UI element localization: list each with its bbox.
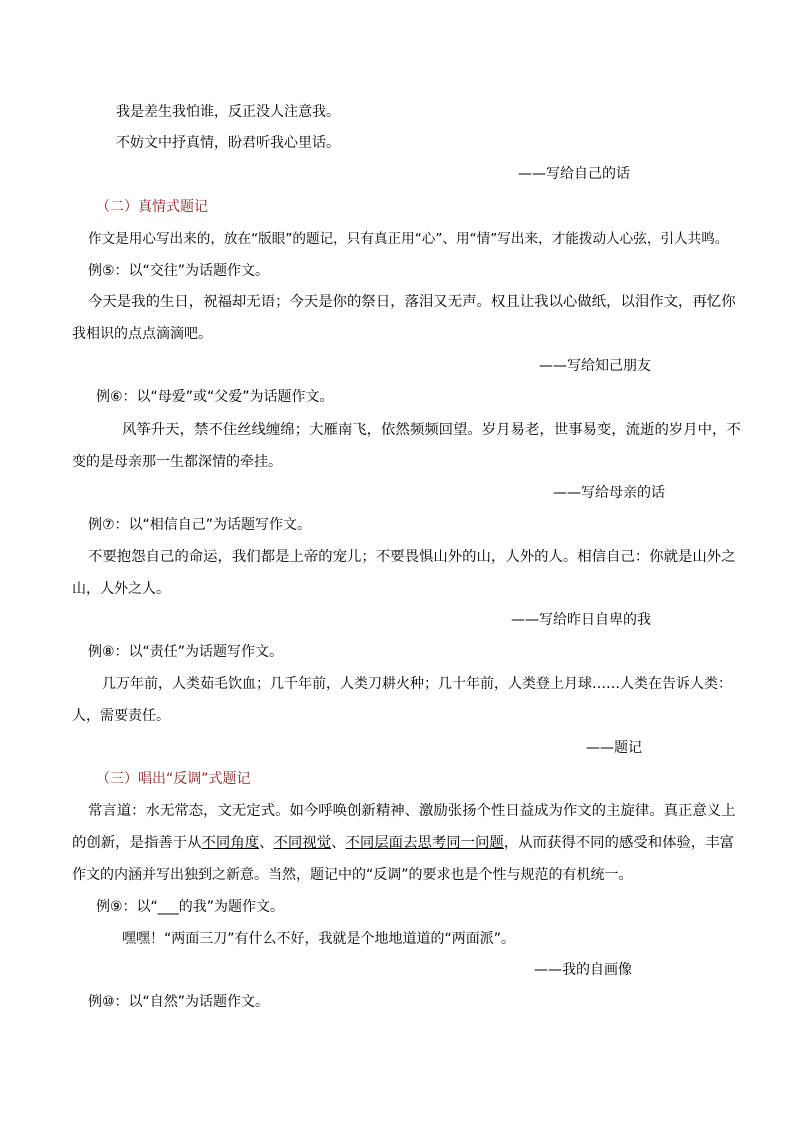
- underlined-text: 不同角度: [201, 835, 260, 851]
- example-heading: 例⑥：以“母爱”或“父爱”为话题作文。: [96, 389, 334, 405]
- text-line: 几万年前，人类茹毛饮血；几千年前，人类刀耕火种；几十年前，人类登上月球……人类在告诉人类：: [102, 676, 732, 692]
- text-line: 不要抱怨自己的命运，我们都是上帝的宠儿；不要畏惧山外的山，人外的人。相信自己：你就是山外之: [88, 549, 736, 565]
- text-line: 我相识的点点滴滴吧。: [72, 326, 212, 342]
- signature: ——题记: [586, 740, 642, 756]
- signature: ——写给自己的话: [518, 166, 630, 182]
- text-line: 常言道：水无常态，文无定式。如今呼唤创新精神、激励张扬个性日益成为作文的主旋律。真正意义上: [88, 803, 736, 819]
- signature: ——写给知己朋友: [539, 358, 651, 374]
- example-heading: 例⑤：以“交往”为话题作文。: [88, 263, 270, 279]
- text-span: 的创新，是指善于从: [72, 835, 202, 851]
- signature: ——写给昨日自卑的我: [511, 612, 651, 628]
- example-heading: 例⑦：以“相信自己”为话题写作文。: [88, 517, 312, 533]
- text-line: 变的是母亲那一生都深情的牵挂。: [72, 454, 282, 470]
- text-line: 我是差生我怕谁，反正没人注意我。: [116, 104, 340, 120]
- section-heading: （二）真情式题记: [96, 199, 208, 215]
- example-heading: 例⑩：以“自然”为话题作文。: [88, 994, 270, 1010]
- example-heading: 例⑧：以“责任”为话题写作文。: [88, 644, 284, 660]
- text-span: ，从而获得不同的感受和体验，丰富: [503, 835, 735, 851]
- text-line: 风筝升天，禁不住丝线缠绵；大雁南飞，依然频频回望。岁月易老，世事易变，流逝的岁月中，不: [122, 422, 741, 438]
- text-span: 、: [331, 835, 346, 851]
- signature: ——写给母亲的话: [553, 485, 665, 501]
- text-line: 作文是用心写出来的，放在“版眼”的题记，只有真正用“心”、用“情”写出来，才能拨动人心弦，引人共鸣。: [88, 231, 729, 247]
- text-line: 嘿嘿！“两面三刀”有什么不好，我就是个地地道道的“两面派”。: [122, 931, 516, 947]
- text-line: 山，人外之人。: [72, 581, 170, 597]
- text-line: 不妨文中抒真情，盼君听我心里话。: [116, 135, 340, 151]
- text-line: [72, 833, 734, 853]
- text-line: 作文的内涵并写出独到之新意。当然，题记中的“反调”的要求也是个性与规范的有机统一。: [72, 867, 633, 883]
- text-line: 人，需要责任。: [72, 708, 170, 724]
- underlined-text: 不同视觉: [273, 835, 332, 851]
- signature: ——我的自画像: [534, 962, 632, 978]
- section-heading: （三）唱出“反调”式题记: [96, 771, 251, 787]
- text-span: 、: [259, 835, 274, 851]
- text-line: 今天是我的生日，祝福却无语；今天是你的祭日，落泪又无声。权且让我以心做纸，以泪作文，再忆你: [88, 294, 736, 310]
- example-heading: 例⑨：以“___的我”为题作文。: [96, 899, 285, 915]
- underlined-text: 不同层面去思考同一问题: [345, 835, 504, 851]
